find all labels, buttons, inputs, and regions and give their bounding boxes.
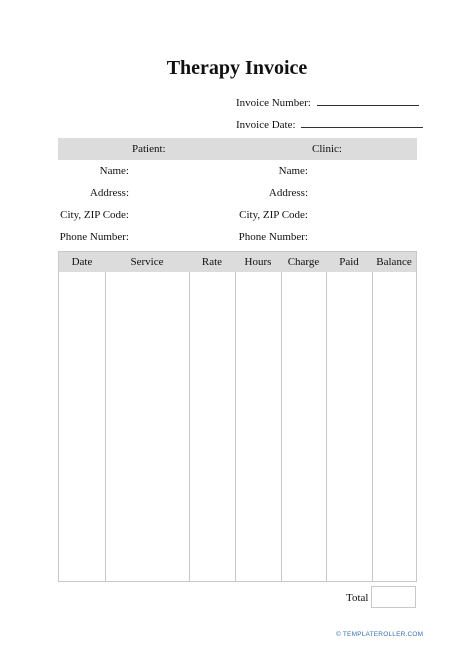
total-field[interactable] (371, 586, 416, 608)
header-rate: Rate (201, 256, 223, 268)
column-divider (105, 272, 106, 581)
invoice-number-row (236, 95, 419, 109)
clinic-section-label: Clinic: (312, 143, 342, 155)
header-date: Date (71, 256, 93, 268)
patient-name-label: Name: (99, 165, 129, 177)
column-divider (281, 272, 282, 581)
invoice-title: Therapy Invoice (166, 57, 308, 79)
column-divider (372, 272, 373, 581)
invoice-date-row (236, 117, 423, 131)
clinic-address-label: Address: (268, 187, 308, 199)
patient-address-label: Address: (89, 187, 129, 199)
invoice-date-field[interactable] (301, 117, 423, 128)
parties-header-band (58, 138, 417, 160)
header-charge: Charge (287, 256, 320, 268)
patient-phone-label: Phone Number: (59, 231, 129, 243)
header-hours: Hours (244, 256, 272, 268)
clinic-phone-label: Phone Number: (238, 231, 308, 243)
total-label: Total (346, 592, 369, 604)
services-table (58, 251, 417, 582)
column-divider (235, 272, 236, 581)
header-service: Service (130, 256, 164, 268)
footer-credit[interactable]: © TEMPLATEROLLER.COM (336, 631, 424, 638)
clinic-name-label: Name: (278, 165, 308, 177)
patient-section-label: Patient: (132, 143, 166, 155)
clinic-city-zip-label: City, ZIP Code: (239, 209, 308, 221)
patient-city-zip-label: City, ZIP Code: (60, 209, 129, 221)
invoice-date-label: Invoice Date: (236, 119, 296, 131)
header-balance: Balance (376, 256, 412, 268)
invoice-number-label: Invoice Number: (236, 97, 311, 109)
table-header (59, 252, 416, 272)
header-paid: Paid (339, 256, 359, 268)
invoice-number-field[interactable] (317, 95, 419, 106)
column-divider (326, 272, 327, 581)
column-divider (189, 272, 190, 581)
